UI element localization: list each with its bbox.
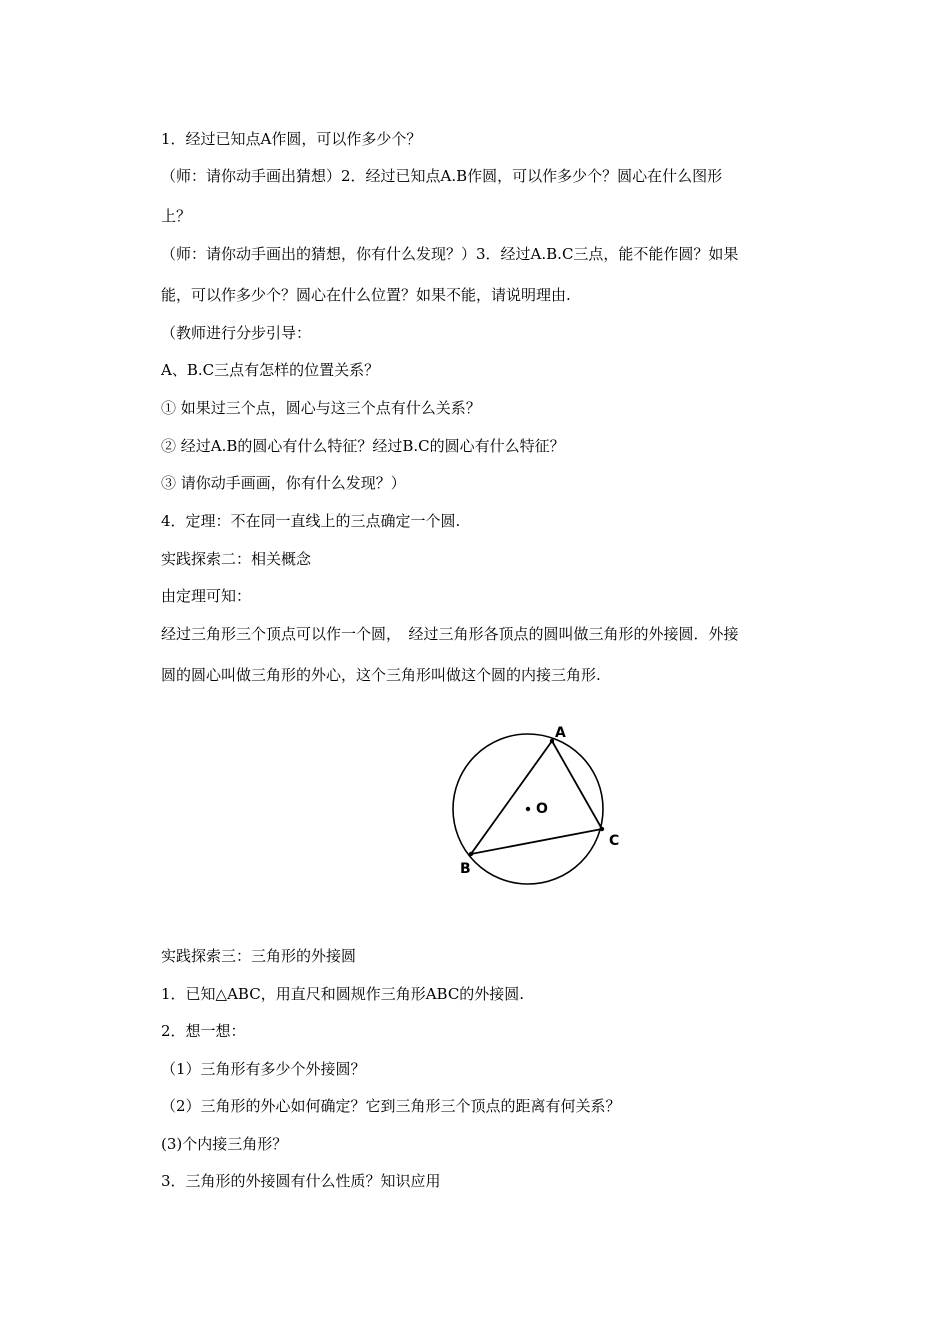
text-line-15: 圆的圆心叫做三角形的外心，这个三角形叫做这个圆的内接三角形. xyxy=(161,666,601,684)
text-line-3: 上？ xyxy=(161,207,192,225)
label-o: O xyxy=(536,801,548,817)
vertex-b-dot xyxy=(469,852,473,856)
text-line-2: （师：请你动手画出猜想）2．经过已知点A.B作圆，可以作多少个？圆心在什么图形 xyxy=(161,167,723,185)
section-heading-2: 实践探索二：相关概念 xyxy=(161,550,312,568)
text-line-1: 1．经过已知点A作圆，可以作多少个？ xyxy=(161,130,422,148)
circumcircle-figure xyxy=(440,715,640,895)
center-o-dot xyxy=(526,807,530,811)
text-line-4: （师：请你动手画出的猜想，你有什么发现？）3．经过A.B.C三点，能不能作圆？如果 xyxy=(161,245,739,263)
text-line-5: 能，可以作多少个？圆心在什么位置？如果不能，请说明理由. xyxy=(161,286,571,304)
text-line-20: （2）三角形的外心如何确定？它到三角形三个顶点的距离有何关系？ xyxy=(161,1097,621,1115)
label-b: B xyxy=(460,861,471,877)
text-line-22: 3．三角形的外接圆有什么性质？知识应用 xyxy=(161,1172,441,1190)
label-a: A xyxy=(555,725,566,741)
text-line-9: ② 经过A.B的圆心有什么特征？经过B.C的圆心有什么特征？ xyxy=(161,437,565,455)
text-line-19: （1）三角形有多少个外接圆？ xyxy=(161,1060,366,1078)
label-c: C xyxy=(609,833,620,849)
circumcircle-diagram xyxy=(440,715,640,895)
text-line-13: 由定理可知： xyxy=(161,587,252,605)
vertex-a-dot xyxy=(550,739,554,743)
section-heading-3: 实践探索三：三角形的外接圆 xyxy=(161,947,357,965)
text-line-8: ① 如果过三个点，圆心与这三个点有什么关系？ xyxy=(161,399,481,417)
vertex-c-dot xyxy=(600,827,604,831)
text-line-18: 2．想一想： xyxy=(161,1022,246,1040)
text-line-6: （教师进行分步引导： xyxy=(161,324,312,342)
text-line-17: 1．已知△ABC，用直尺和圆规作三角形ABC的外接圆. xyxy=(161,985,525,1003)
text-line-10: ③ 请你动手画画，你有什么发现？） xyxy=(161,474,406,492)
text-line-7: A、B.C三点有怎样的位置关系？ xyxy=(161,361,380,379)
text-line-14: 经过三角形三个顶点可以作一个圆， 经过三角形各顶点的圆叫做三角形的外接圆．外接 xyxy=(161,625,739,643)
text-line-21: (3)个内接三角形？ xyxy=(161,1135,288,1153)
text-line-11: 4．定理：不在同一直线上的三点确定一个圆. xyxy=(161,512,461,530)
